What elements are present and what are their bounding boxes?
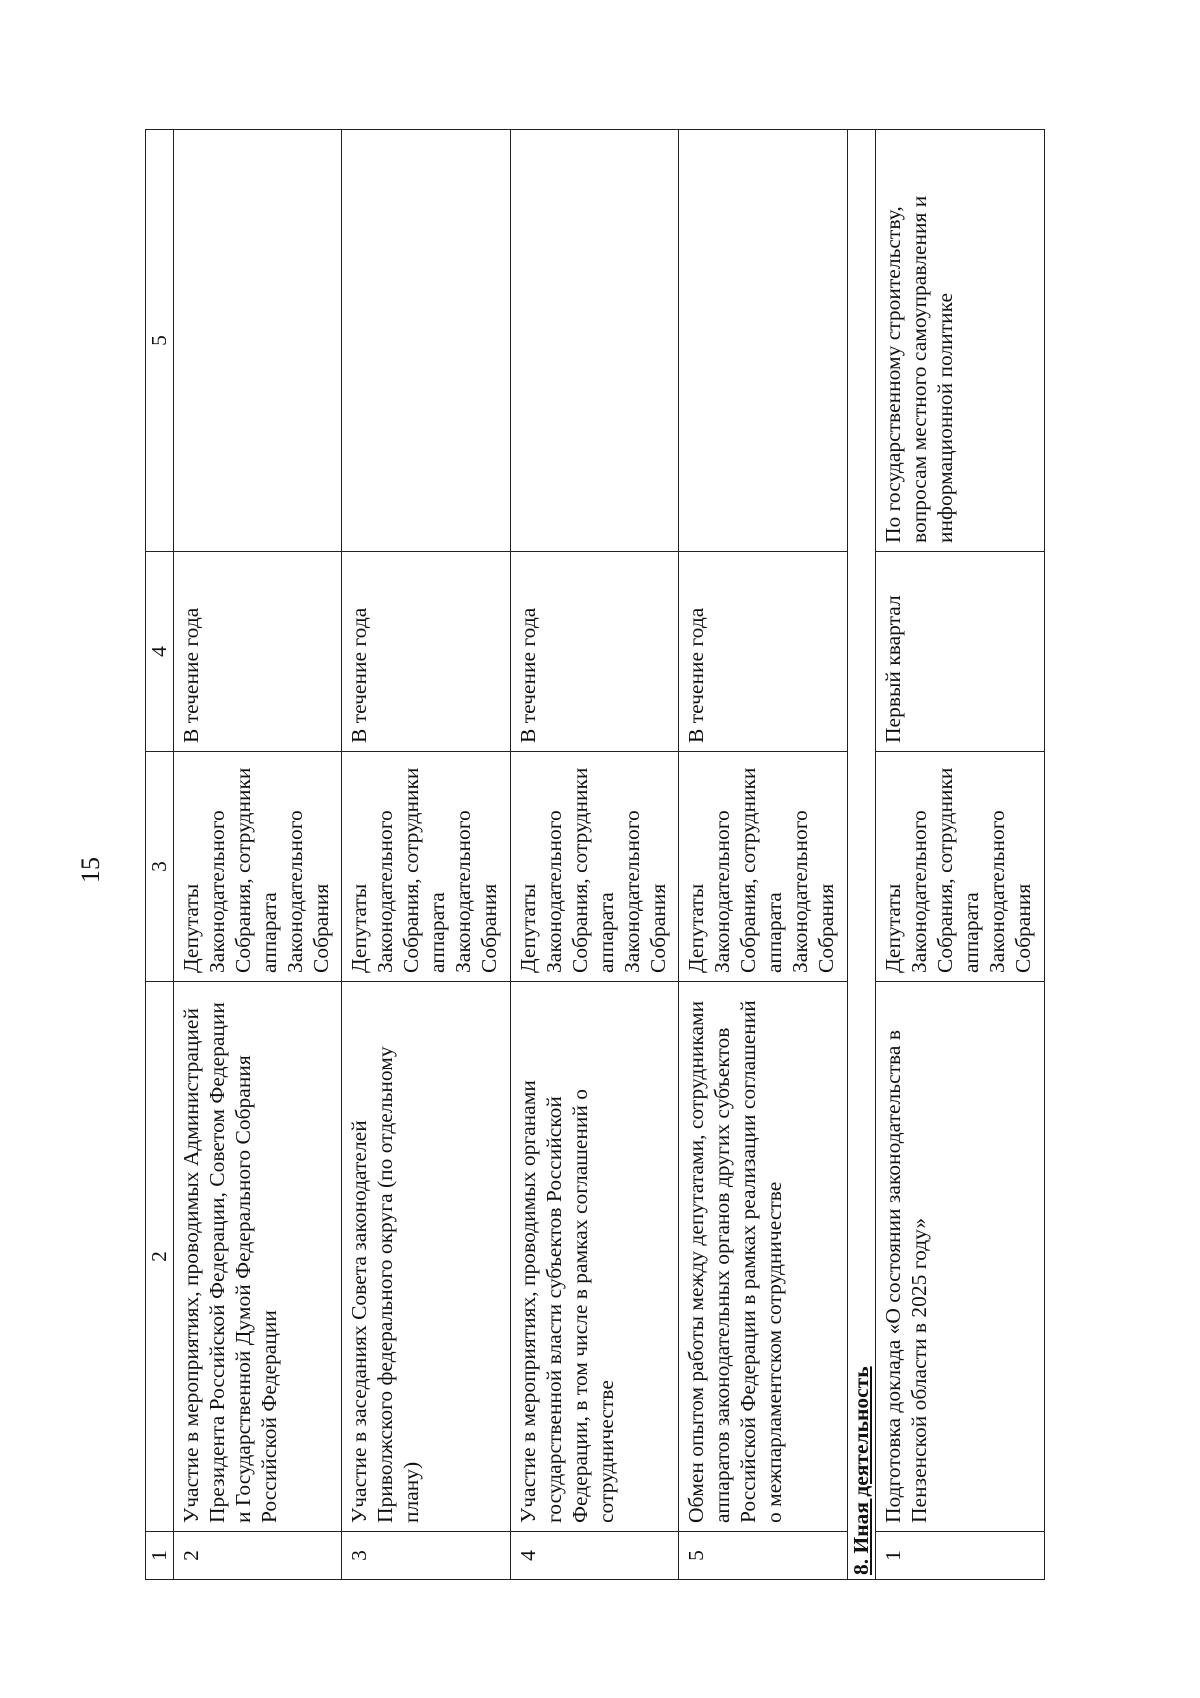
table-row xyxy=(342,130,511,1580)
table-row xyxy=(679,130,848,1580)
table-row xyxy=(876,130,1045,1580)
responsible-cell: Депутаты Законодательного Собрания, сотрудники аппарата Законодательного Собрания xyxy=(173,752,342,982)
row-number: 4 xyxy=(510,1532,679,1580)
table-row xyxy=(173,130,342,1580)
term-cell: Первый квартал xyxy=(876,552,1045,752)
row-number: 2 xyxy=(173,1532,342,1580)
committee-cell xyxy=(510,130,679,552)
column-header-5: 5 xyxy=(146,130,174,552)
committee-cell: По государственному строительству, вопросам местного самоуправления и информационной политике xyxy=(876,130,1045,552)
column-header-3: 3 xyxy=(146,752,174,982)
event-cell: Участие в заседаниях Совета законодателей Приволжского федерального округа (по отдельному плану) xyxy=(342,982,511,1532)
responsible-cell: Депутаты Законодательного Собрания, сотрудники аппарата Законодательного Собрания xyxy=(876,752,1045,982)
event-cell: Обмен опытом работы между депутатами, сотрудниками аппаратов законодательных органов других субъектов Российской Федерации в рамках реализации соглашений о межпарламентском сотрудничестве xyxy=(679,982,848,1532)
event-cell: Участие в мероприятиях, проводимых Администрацией Президента Российской Федерации, Советом Федерации и Государственной Думой Федерального Собрания Российской Федерации xyxy=(173,982,342,1532)
section-number: 8. xyxy=(848,1558,873,1575)
table-row xyxy=(510,130,679,1580)
section-heading xyxy=(847,130,876,1580)
plan-table xyxy=(145,129,1045,1580)
section-row xyxy=(847,130,876,1580)
column-header-1: 1 xyxy=(146,1532,174,1580)
responsible-cell: Депутаты Законодательного Собрания, сотрудники аппарата Законодательного Собрания xyxy=(679,752,848,982)
row-number: 3 xyxy=(342,1532,511,1580)
event-cell: Участие в мероприятиях, проводимых органами государственной власти субъектов Российской Федерации, в том числе в рамках соглашений о сотрудничестве xyxy=(510,982,679,1532)
term-cell: В течение года xyxy=(342,552,511,752)
committee-cell xyxy=(173,130,342,552)
term-cell: В течение года xyxy=(510,552,679,752)
column-header-4: 4 xyxy=(146,552,174,752)
committee-cell xyxy=(679,130,848,552)
committee-cell xyxy=(342,130,511,552)
row-number: 5 xyxy=(679,1532,848,1580)
term-cell: В течение года xyxy=(679,552,848,752)
event-cell: Подготовка доклада «О состоянии законодательства в Пензенской области в 2025 году» xyxy=(876,982,1045,1532)
responsible-cell: Депутаты Законодательного Собрания, сотрудники аппарата Законодательного Собрания xyxy=(510,752,679,982)
page-number: 15 xyxy=(76,857,105,883)
row-number: 1 xyxy=(876,1532,1045,1580)
column-number-row xyxy=(146,130,174,1580)
section-title: Иная деятельность xyxy=(848,1366,873,1554)
term-cell: В течение года xyxy=(173,552,342,752)
column-header-2: 2 xyxy=(146,982,174,1532)
rotated-table-wrapper xyxy=(145,130,1045,1580)
responsible-cell: Депутаты Законодательного Собрания, сотрудники аппарата Законодательного Собрания xyxy=(342,752,511,982)
